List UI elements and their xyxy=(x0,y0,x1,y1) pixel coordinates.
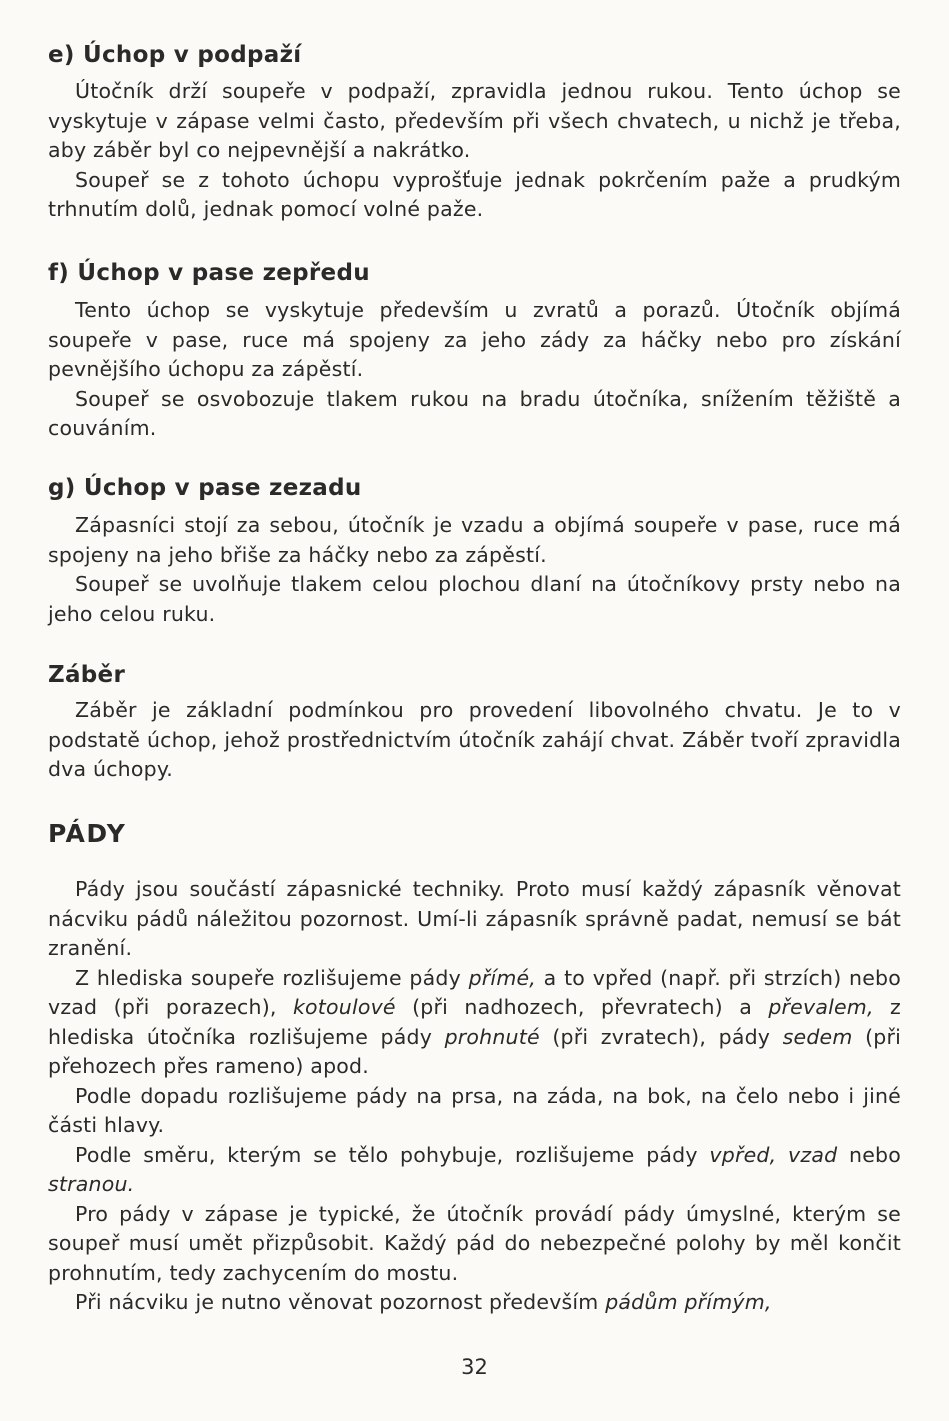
page-number: 32 xyxy=(461,1355,488,1379)
paragraph: Soupeř se uvolňuje tlakem celou plochou dlaní na útočníkovy prsty nebo na jeho celou ruku. xyxy=(48,572,901,626)
paragraph: Zápasníci stojí za sebou, útočník je vzadu a objímá soupeře v pase, ruce má spojeny na jeho břiše za háčky nebo za zápěstí. xyxy=(48,513,901,567)
paragraph: Soupeř se osvobozuje tlakem rukou na bradu útočníka, snížením těžiště a couváním. xyxy=(48,386,901,440)
paragraph: Soupeř se z tohoto úchopu vyprošťuje jednak pokrčením paže a prudkým trhnutím dolů, jednak pomocí volné paže. xyxy=(48,167,901,221)
paragraph: Při nácviku je nutno věnovat pozornost především pádům přímým, xyxy=(75,1290,772,1314)
paragraph: Tento úchop se vyskytuje především u zvratů a porazů. Útočník objímá soupeře v pase, ruce má spojeny za jeho zády za háčky nebo pro získání pevnějšího úchopu za zápěstí. xyxy=(48,298,901,381)
paragraph: Z hlediska soupeře rozlišujeme pády přímé, a to vpřed (např. při strzích) nebo vzad (při porazech), kotoulové (při nadhozech, převratech) a převalem, z hlediska útočníka rozlišujeme pády prohnuté (při zvratech), pády sedem (při přehozech přes rameno) apod. xyxy=(48,965,901,1078)
section-heading: f) Úchop v pase zepředu xyxy=(48,260,370,286)
paragraph: Útočník drží soupeře v podpaží, zpravidla jednou rukou. Tento úchop se vyskytuje v zápase velmi často, především při všech chvatech, u nichž je třeba, aby záběr byl co nejpevnější a nakrátko. xyxy=(48,79,901,162)
section-pady xyxy=(48,819,901,1318)
section-heading: Záběr xyxy=(48,662,126,688)
paragraph: Podle směru, kterým se tělo pohybuje, rozlišujeme pády vpřed, vzad nebo stranou. xyxy=(48,1142,901,1196)
paragraph: Pro pády v zápase je typické, že útočník provádí pády úmyslné, kterým se soupeř musí umět přizpůsobit. Každý pád do nebezpečné polohy by měl končit prohnutím, tedy zachycením do mostu. xyxy=(48,1201,901,1285)
section-heading: g) Úchop v pase zezadu xyxy=(48,475,362,501)
section-zaber xyxy=(48,660,901,785)
paragraph: Záběr je základní podmínkou pro provedení libovolného chvatu. Je to v podstatě úchop, jehož prostřednictvím útočník zahájí chvat. Záběr tvoří zpravidla dva úchopy. xyxy=(48,698,901,781)
section-f xyxy=(48,258,901,444)
section-heading: e) Úchop v podpaží xyxy=(48,42,302,68)
chapter-heading: PÁDY xyxy=(48,819,127,848)
section-e xyxy=(48,40,901,225)
paragraph: Podle dopadu rozlišujeme pády na prsa, na záda, na bok, na čelo nebo i jiné části hlavy. xyxy=(48,1083,901,1137)
section-g xyxy=(48,473,901,629)
paragraph: Pády jsou součástí zápasnické techniky. Proto musí každý zápasník věnovat nácviku pádů náležitou pozornost. Umí-li zápasník správně padat, nemusí se bát zranění. xyxy=(48,877,901,960)
